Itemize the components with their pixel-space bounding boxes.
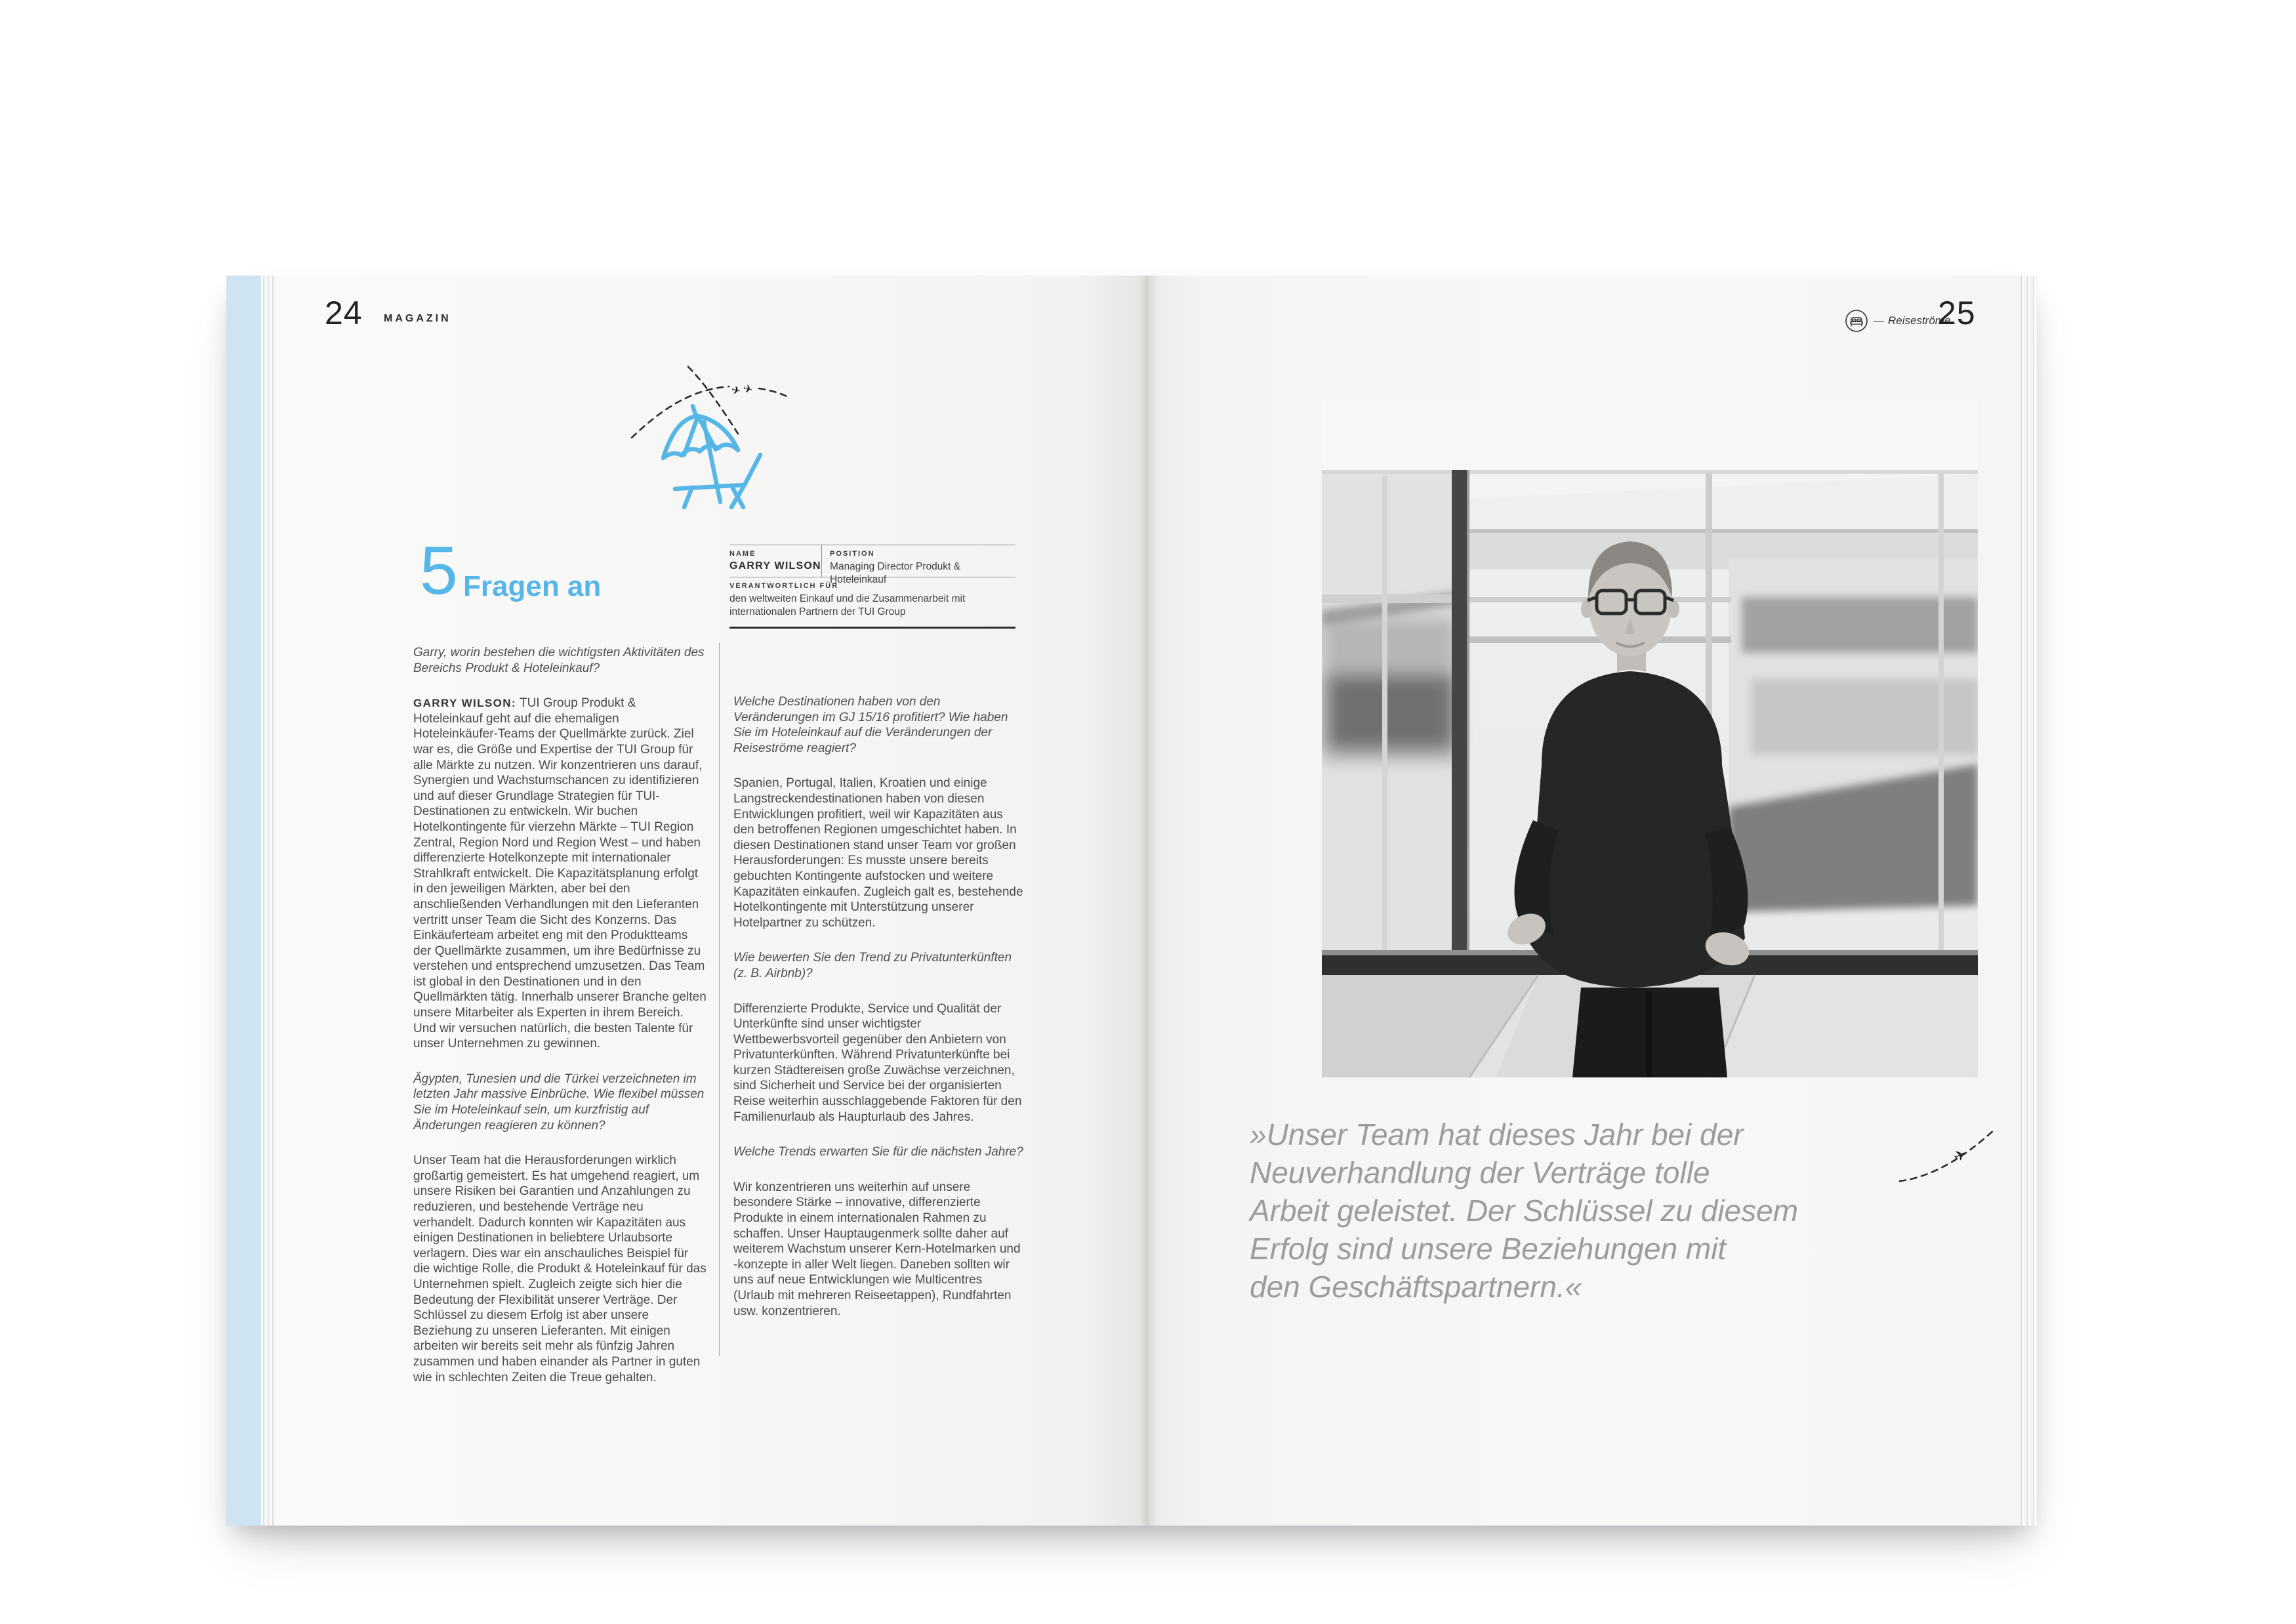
- interview-answer: Unser Team hat die Herausforderungen wirklich großartig gemeistert. Es hat umgehend reagiert, um unsere Risiken bei Garantien und Anzahlungen zu reduzieren, und bestehende Verträge neu verhandelt. Dadurch konnten wir Kapazitäten aus einigen Destinationen in beliebtere Urlaubsorte verlagern. Dies war ein anschauliches Beispiel für die wichtige Rolle, die Produkt & Hoteleinkauf für das Unternehmen spielt. Zugleich zeigte sich hier die Bedeutung der Flexibilität unserer Verträge. Der Schlüssel zu diesem Erfolg ist aber unsere Beziehung zu unseren Lieferanten. Mit einigen arbeiten wir bereits seit mehr als fünfzig Jahren zusammen und haben einander als Partner in guten wie in schlechten Zeiten die Treue gehalten.: [413, 1154, 707, 1385]
- interviewee-info-box: [729, 545, 1015, 629]
- interview-answer: Spanien, Portugal, Italien, Kroatien und einige Langstreckendestinationen haben von diesen Entwicklungen profitiert, weil wir Kapazitäten aus den betroffenen Regionen umgeschichtet haben. In diesen Destinationen stand unser Team vor großen Herausforderungen: Es musste unsere bereits gebuchten Kontingente aufstocken und weitere Kapazitäten einkaufen. Zugleich galt es, bestehende Hotelkontingente mit Unterstützung unserer Hotelpartner zu schützen.: [733, 776, 1023, 930]
- name-value: GARRY WILSON: [729, 560, 821, 572]
- responsible-label: VERANTWORTLICH FÜR: [729, 582, 839, 590]
- section-label-reisestroeme: Reiseströme: [1888, 314, 1951, 327]
- umbrella-lounger-illustration: [620, 351, 843, 515]
- page-edge-blue-strip: [226, 276, 261, 1526]
- page-number-left: 24: [325, 295, 363, 331]
- page-stack-right: [2019, 276, 2037, 1526]
- page-number-right: 25: [1938, 295, 1976, 331]
- flight-path-icon: [1900, 1129, 1996, 1181]
- responsible-value: den weltweiten Einkauf und die Zusammenarbeit mit internationalen Partnern der TUI Group: [729, 593, 966, 617]
- pull-quote: »Unser Team hat dieses Jahr bei der Neuverhandlung der Verträge tolle Arbeit geleistet. Der Schlüssel zu diesem Erfolg sind unsere Beziehungen mit den Geschäftspartnern.«: [1250, 1117, 1799, 1304]
- answer-text: TUI Group Produkt & Hoteleinkauf geht auf die ehemaligen Hoteleinkäufer-Teams der Quellmärkte zurück. Ziel war es, die Größe und Expertise der TUI Group für alle Märkte zu nutzen. Wir konzentrieren uns darauf, Synergien und Wachstumschancen zu identifizieren und auf dieser Grundlage Strategien für TUI-Destinationen zu entwickeln. Wir buchen Hotelkontingente für vierzehn Märkte – TUI Region Zentral, Region Nord und Region West – und haben differenzierte Hotelkonzepte mit internationaler Strahlkraft entwickelt. Die Kapazitätsplanung erfolgt in den jeweiligen Märkten, aber bei den anschließenden Verhandlungen mit den Lieferanten vertritt unser Team die Sicht des Konzerns. Das Einkäuferteam arbeitet eng mit den Produktteams der Quellmärkte zusammen, um ihre Bedürfnisse zu verstehen und entsprechend umzusetzen. Das Team ist global in den Destinationen und in den Quellmärkten tätig. Innerhalb unserer Branche gelten unsere Mitarbeiter als Experten in ihrem Bereich. Und wir versuchen natürlich, die besten Talente für unser Unternehmen zu gewinnen.: [413, 696, 707, 1051]
- interview-question: Welche Trends erwarten Sie für die nächsten Jahre?: [733, 1145, 1023, 1159]
- plane-icon: ✈: [741, 382, 754, 397]
- interview-question: Garry, worin bestehen die wichtigsten Aktivitäten des Bereichs Produkt & Hoteleinkauf?: [413, 646, 705, 675]
- page-stack-left: [261, 276, 276, 1526]
- interview-answer: [413, 696, 707, 1052]
- headline-number: 5: [420, 533, 458, 609]
- flight-path-icon: [759, 388, 789, 398]
- quote-flight-path-illustration: [1896, 1122, 2007, 1188]
- info-position-cell: [822, 545, 1015, 585]
- info-name-cell: [729, 545, 822, 577]
- interview-column-2: [733, 694, 1025, 1339]
- interview-answer: Wir konzentrieren uns weiterhin auf unsere besondere Stärke – innovative, differenzierte Produkte in einem internationalen Rahmen zu schaffen. Unser Hauptaugenmerk sollte daher auf weiterem Wachstum unserer Kern-Hotelmarken und -konzepte in aller Welt liegen. Daneben sollten wir uns auf neue Entwicklungen wie Multicentres (Urlaub mit mehreren Reiseetappen), Rundfahrten usw. konzentrieren.: [733, 1180, 1021, 1318]
- interview-question: Welche Destinationen haben von den Veränderungen im GJ 15/16 profitiert? Wie haben Sie im Hoteleinkauf auf die Veränderungen der Reiseströme reagiert?: [733, 695, 1008, 755]
- flight-path-icon: [632, 386, 729, 438]
- interview-column-1: [413, 645, 707, 1405]
- header-divider-dash: —: [1874, 316, 1884, 327]
- headline-text: Fragen an: [463, 570, 602, 602]
- plane-icon: ✈: [729, 383, 743, 398]
- column-divider-rule: [719, 643, 720, 1356]
- portrait-photo: [1322, 400, 1978, 1077]
- plane-icon: ✈: [1950, 1145, 1969, 1166]
- speaker-name: GARRY WILSON:: [413, 697, 517, 710]
- interview-question: Wie bewerten Sie den Trend zu Privatunterkünften (z. B. Airbnb)?: [733, 951, 1012, 980]
- position-label: POSITION: [830, 550, 875, 558]
- interview-answer: Differenzierte Produkte, Service und Qualität der Unterkünfte sind unser wichtigster Wettbewerbsvorteil gegenüber den Anbietern von Privatunterkünften. Während Privatunterkünfte bei kurzen Städtereisen große Zuwächse verzeichnen, sind Sicherheit und Service bei der organisierten Reise weiterhin ausschlaggebende Faktoren für den Familienurlaub als Haupturlaub des Jahres.: [733, 1001, 1022, 1124]
- section-label-magazin: MAGAZIN: [384, 313, 451, 324]
- position-value: Managing Director Produkt & Hoteleinkauf: [830, 561, 961, 585]
- name-label: NAME: [729, 550, 756, 558]
- bed-circle-icon: [1845, 309, 1868, 333]
- interview-question: Ägypten, Tunesien und die Türkei verzeichneten im letzten Jahr massive Einbrüche. Wie flexibel müssen Sie im Hoteleinkauf sein, um kurzfristig auf Änderungen reagieren zu können?: [413, 1072, 705, 1133]
